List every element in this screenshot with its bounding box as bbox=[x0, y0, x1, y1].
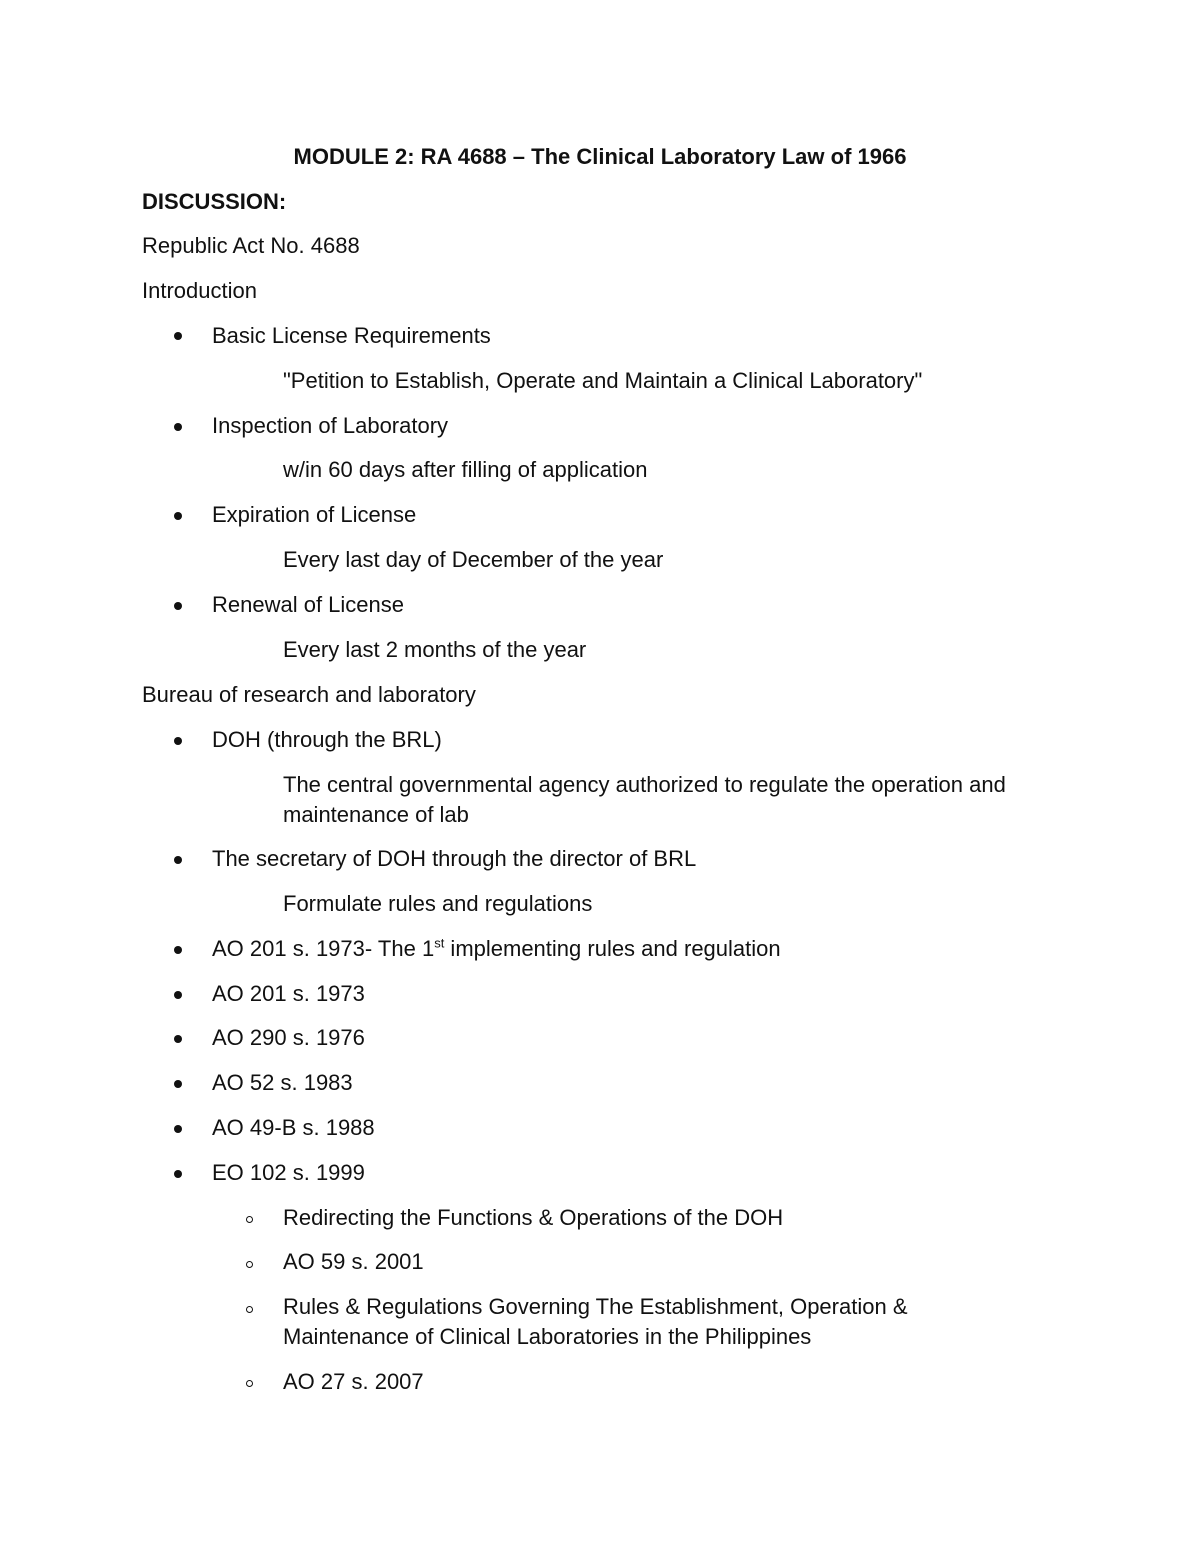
list-item-label: Inspection of Laboratory bbox=[212, 413, 449, 438]
order-item: AO 290 s. 1976 bbox=[212, 1025, 365, 1050]
bullet-icon bbox=[174, 512, 182, 520]
ao-first-item bbox=[212, 934, 781, 964]
list-item-detail: Every last 2 months of the year bbox=[283, 637, 587, 662]
discussion-label: DISCUSSION: bbox=[142, 189, 287, 214]
sub-item: AO 27 s. 2007 bbox=[283, 1369, 424, 1394]
bullet-icon bbox=[174, 1080, 182, 1088]
sub-item: Rules & Regulations Governing The Establishment, Operation & bbox=[283, 1294, 908, 1319]
intro-heading: Introduction bbox=[142, 278, 257, 303]
list-item-label: Renewal of License bbox=[212, 592, 405, 617]
bullet-icon bbox=[174, 1125, 182, 1133]
bullet-icon bbox=[174, 737, 182, 745]
bullet-icon bbox=[174, 991, 182, 999]
bureau-heading: Bureau of research and laboratory bbox=[142, 682, 476, 707]
circle-bullet-icon bbox=[246, 1216, 253, 1223]
bullet-icon bbox=[174, 332, 182, 340]
bullet-icon bbox=[174, 1170, 182, 1178]
bullet-icon bbox=[174, 423, 182, 431]
list-item-detail: "Petition to Establish, Operate and Maintain a Clinical Laboratory" bbox=[283, 368, 923, 393]
act-title: Republic Act No. 4688 bbox=[142, 233, 360, 258]
list-item-detail: maintenance of lab bbox=[283, 802, 469, 827]
bullet-icon bbox=[174, 1035, 182, 1043]
ordinal-superscript: st bbox=[434, 935, 445, 951]
list-item-detail: Formulate rules and regulations bbox=[283, 891, 593, 916]
circle-bullet-icon bbox=[246, 1261, 253, 1268]
list-item-label: Basic License Requirements bbox=[212, 323, 491, 348]
list-item-detail: w/in 60 days after filling of application bbox=[283, 457, 648, 482]
circle-bullet-icon bbox=[246, 1306, 253, 1313]
list-item-label: DOH (through the BRL) bbox=[212, 727, 442, 752]
sub-item: Maintenance of Clinical Laboratories in the Philippines bbox=[283, 1324, 812, 1349]
list-item-label: Expiration of License bbox=[212, 502, 417, 527]
ao-first-text-end: implementing rules and regulation bbox=[444, 936, 781, 961]
list-item-label: The secretary of DOH through the director of BRL bbox=[212, 846, 697, 871]
order-item: AO 201 s. 1973 bbox=[212, 981, 365, 1006]
order-item: AO 49-B s. 1988 bbox=[212, 1115, 375, 1140]
bullet-icon bbox=[174, 946, 182, 954]
bullet-icon bbox=[174, 602, 182, 610]
sub-item: Redirecting the Functions & Operations of the DOH bbox=[283, 1205, 784, 1230]
circle-bullet-icon bbox=[246, 1380, 253, 1387]
ao-first-text: AO 201 s. 1973- The 1 bbox=[212, 936, 435, 961]
order-item: AO 52 s. 1983 bbox=[212, 1070, 353, 1095]
list-item-detail: Every last day of December of the year bbox=[283, 547, 664, 572]
order-item: EO 102 s. 1999 bbox=[212, 1160, 365, 1185]
sub-item: AO 59 s. 2001 bbox=[283, 1249, 424, 1274]
page-title: MODULE 2: RA 4688 – The Clinical Laboratory Law of 1966 bbox=[293, 144, 907, 169]
list-item-detail: The central governmental agency authorized to regulate the operation and bbox=[283, 772, 1006, 797]
bullet-icon bbox=[174, 856, 182, 864]
